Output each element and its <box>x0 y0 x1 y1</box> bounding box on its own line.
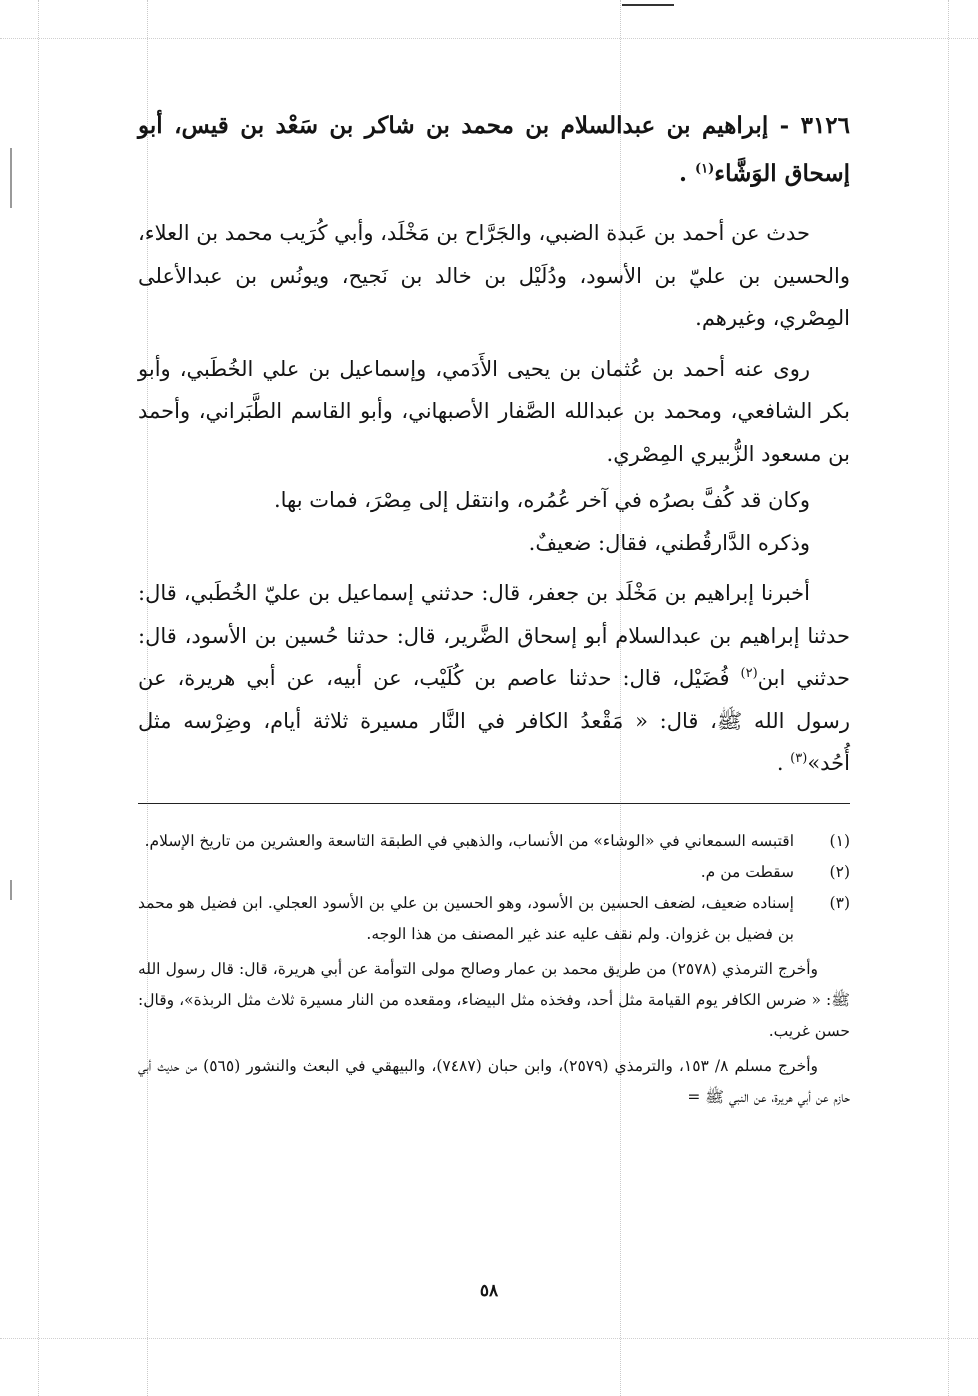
scan-guide-line <box>38 0 39 1396</box>
entry-title-end: . <box>678 160 695 187</box>
footnote-text: سقطت من م. <box>700 862 794 881</box>
footnote-ref: (٣) <box>790 751 808 766</box>
footnote-3 <box>138 888 850 950</box>
page-content <box>138 102 850 1113</box>
scan-guide-line <box>0 1338 978 1339</box>
isnad-text-2: فُضَيْل، قال: حدثنا عاصم بن كُلَيْب، عن أبيه، عن أبي هريرة، عن رسول الله ﷺ، قال: « مَقْعدُ الكافر في النَّار مسيرة ثلاثة أيام، وضِرْسه مثل أُحُد» <box>138 666 850 775</box>
isnad-text-end: . <box>776 751 791 775</box>
footnote-2 <box>138 857 850 888</box>
footnote-ref: (١) <box>694 161 715 177</box>
paragraph-blindness: وكان قد كُفَّ بصرُه في آخر عُمُره، وانتقل إلى مِصْرَ، فمات بها. <box>273 488 810 512</box>
margin-mark <box>10 880 12 900</box>
entry-heading <box>138 102 850 198</box>
margin-mark <box>10 148 12 208</box>
entry-title-line2: قيس، أبو إسحاق الوَشَّاء <box>138 112 850 187</box>
scan-guide-line <box>948 0 949 1396</box>
scan-guide-line <box>0 38 978 39</box>
paragraph-isnad <box>138 572 850 785</box>
footnote-number: (٣) <box>829 893 850 912</box>
top-edge-rule <box>622 4 674 6</box>
paragraph-daraqutni: وذكره الدَّارقُطني، فقال: ضعيفٌ. <box>528 530 810 555</box>
footnote-1 <box>138 826 850 857</box>
footnote-number: (٢) <box>829 862 850 881</box>
footnote-continuation: وأخرج الترمذي (٢٥٧٨) من طريق محمد بن عمار وصالح مولى التوأمة عن أبي هريرة، قال: قال رسول الله ﷺ: « ضرس الكافر يوم القيامة مثل أحد، وفخذه مثل البيضاء، ومقعده من النار مسيرة ثلاث مثل الربذة»، وقال: حسن غريب. <box>138 959 850 1040</box>
footnote-text: إسناده ضعيف، لضعف الحسين بن الأسود، وهو الحسين بن علي بن الأسود العجلي. ابن فضيل هو محمد بن فضيل بن غزوان. ولم نقف عليه عند غير المصنف من هذا الوجه. <box>138 893 794 943</box>
isnad-text-1: أخبرنا إبراهيم بن مَخْلَد بن جعفر، قال: حدثني إسماعيل بن عليّ الخُطَبي، قال: حدثنا إبراهيم بن عبدالسلام أبو إسحاق الضَّرير، قال: حدثنا حُسين بن الأسود، قال: حدثني ابن <box>138 581 851 690</box>
footnote-separator <box>138 803 850 804</box>
footnote-number: (١) <box>829 831 850 850</box>
footnotes <box>138 826 850 1113</box>
paragraph-students: روى عنه أحمد بن عُثمان بن يحيى الأَدَمي، وإسماعيل بن علي الخُطَبي، وأبو بكر الشافعي، ومحمد بن عبدالله الصَّفار الأصبهاني، وأبو القاسم الطَّبَراني، وأحمد بن مسعود الزُّبيري المِصْري. <box>138 356 850 466</box>
footnote-text: اقتبسه السمعاني في «الوشاء» من الأنساب، والذهبي في الطبقة التاسعة والعشرين من تاريخ الإسلام. <box>144 831 794 850</box>
paragraph-teachers: حدث عن أحمد بن عَبدة الضبي، والجَرَّاح بن مَخْلَد، وأبي كُرَيب محمد بن العلاء، والحسين بن عليّ بن الأسود، ودُلَيْل بن خالد بن نَجيح، ويونُس بن عبدالأعلى المِصْري، وغيرهم. <box>138 221 850 330</box>
footnote-continuation: وأخرج مسلم ٨/ ١٥٣، والترمذي (٢٥٧٩)، وابن حبان (٧٤٨٧)، والبيهقي في البعث والنشور (٥٦٥) من حديث أبي حازم عن أبي هريرة، عن النبي ﷺ = <box>138 1056 850 1106</box>
entry-title-line1: ٣١٢٦ - إبراهيم بن عبدالسلام بن محمد بن شاكر بن سَعْد بن <box>240 112 851 139</box>
footnote-ref: (٢) <box>740 666 758 681</box>
page-number: ٥٨ <box>479 1281 499 1301</box>
